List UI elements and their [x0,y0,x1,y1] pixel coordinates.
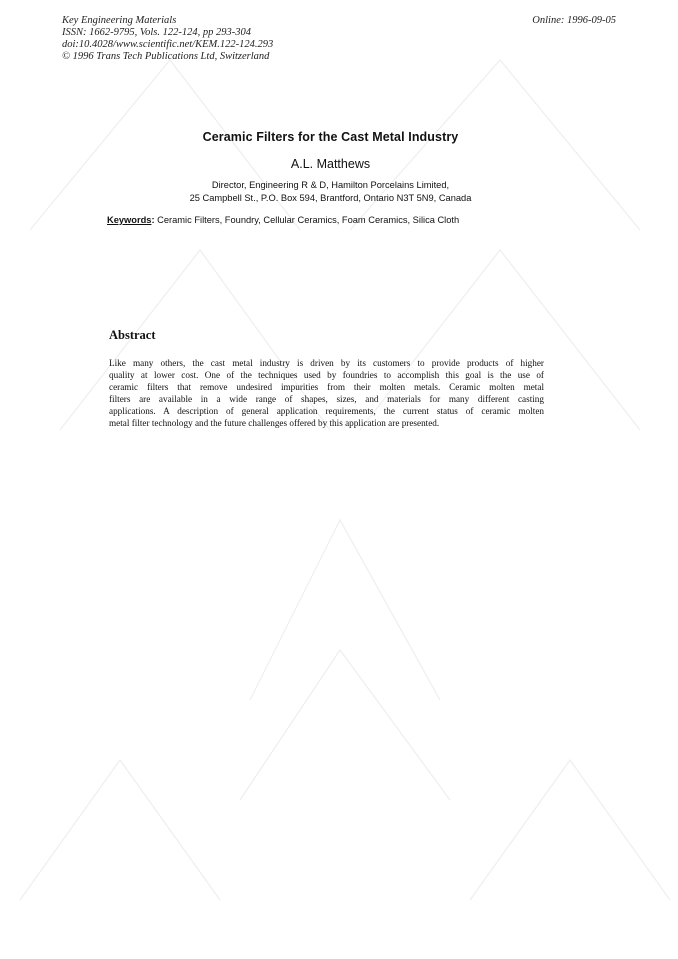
journal-issn: ISSN: 1662-9795, Vols. 122-124, pp 293-304 [62,27,251,38]
paper-title: Ceramic Filters for the Cast Metal Industry [202,130,459,144]
abstract-line: filters are available in a wide range of shapes, sizes, and materials for many different casting [109,394,544,404]
author-affiliation [0,179,661,205]
abstract-line: quality at lower cost. One of the techniques used by foundries to accomplish this goal is the use of [109,370,544,380]
keywords-text: Ceramic Filters, Foundry, Cellular Ceramics, Foam Ceramics, Silica Cloth [154,215,460,225]
abstract-line: ceramic filters that remove undesired impurities from their molten metals. Ceramic molten metal [109,382,544,392]
keywords-label: Keywords [107,215,152,225]
journal-header [62,15,273,63]
keywords-colon: : [151,215,155,225]
journal-copyright: © 1996 Trans Tech Publications Ltd, Switzerland [62,51,270,62]
abstract-line: applications. A description of general application requirements, the current status of ceramic molten [109,406,544,416]
abstract-line: metal filter technology and the future challenges offered by this application are presented. [109,418,440,428]
abstract-line: Like many others, the cast metal industry is driven by its customers to provide products of higher [109,358,544,368]
online-date: Online: 1996-09-05 [532,15,616,26]
affiliation-line-2: 25 Campbell St., P.O. Box 594, Brantford, Ontario N3T 5N9, Canada [189,193,472,203]
journal-doi[interactable]: doi:10.4028/www.scientific.net/KEM.122-124.293 [62,39,274,50]
keywords-line [107,215,459,225]
paper-author: A.L. Matthews [290,157,371,171]
journal-name: Key Engineering Materials [62,15,177,26]
affiliation-line-1: Director, Engineering R & D, Hamilton Porcelains Limited, [211,180,450,190]
abstract-body [109,357,544,429]
abstract-heading: Abstract [109,328,156,342]
